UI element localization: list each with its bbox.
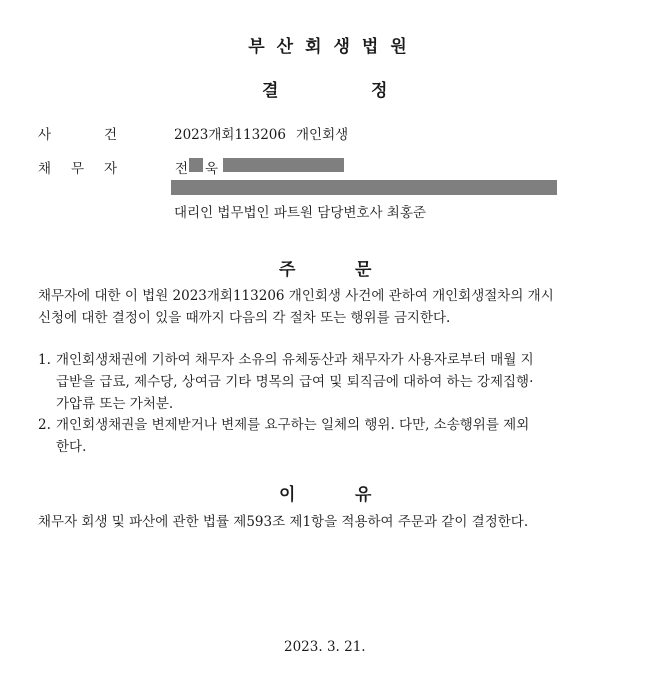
- debtor-label-char-3: 자: [104, 161, 118, 177]
- order-item-line: 급받을 급료, 제수당, 상여금 기타 명목의 급여 및 퇴직금에 대하여 하는 강제집행·: [56, 374, 534, 390]
- agent-line: 대리인 법무법인 파트원 담당변호사 최홍준: [174, 205, 426, 221]
- order-item-line: 개인회생채권을 변제받거나 변제를 요구하는 일체의 행위. 다만, 소송행위를 제외: [56, 417, 530, 433]
- order-item-number: 2.: [38, 417, 51, 433]
- debtor-name-last: 욱: [205, 161, 219, 177]
- case-label-char-1: 사: [38, 127, 52, 143]
- reason-heading-left: 이: [279, 485, 296, 505]
- order-item-line: 한다.: [56, 439, 87, 455]
- order-item-line: 개인회생채권에 기하여 채무자 소유의 유체동산과 채무자가 사용자로부터 매월 지: [56, 352, 534, 368]
- debtor-label-char-1: 채: [38, 161, 52, 177]
- document-title-right: 정: [371, 81, 388, 101]
- order-intro-line-1: 채무자에 대한 이 법원 2023개회113206 개인회생 사건에 관하여 개인회생절차의 개시: [38, 288, 554, 304]
- debtor-label-char-2: 무: [71, 161, 85, 177]
- order-item-line: 가압류 또는 가처분.: [56, 396, 174, 412]
- decision-date: 2023. 3. 21.: [284, 639, 366, 655]
- debtor-name-first: 전: [175, 161, 189, 177]
- order-heading-right: 문: [355, 260, 372, 280]
- reason-text: 채무자 회생 및 파산에 관한 법률 제593조 제1항을 적용하여 주문과 같이 결정한다.: [38, 514, 529, 530]
- document-title-left: 결: [262, 81, 279, 101]
- order-item-number: 1.: [38, 352, 51, 368]
- reason-heading-right: 유: [355, 485, 372, 505]
- case-type: 개인회생: [296, 127, 349, 143]
- order-intro-line-2: 신청에 대한 결정이 있을 때까지 다음의 각 절차 또는 행위를 금지한다.: [38, 310, 451, 326]
- court-name: 부산회생법원: [248, 37, 419, 57]
- id-redaction: [223, 158, 344, 172]
- order-heading-left: 주: [279, 260, 296, 280]
- name-redaction: [189, 158, 203, 172]
- case-number: 2023개회113206: [174, 127, 286, 143]
- address-redaction: [171, 180, 557, 195]
- case-label-char-2: 건: [104, 127, 118, 143]
